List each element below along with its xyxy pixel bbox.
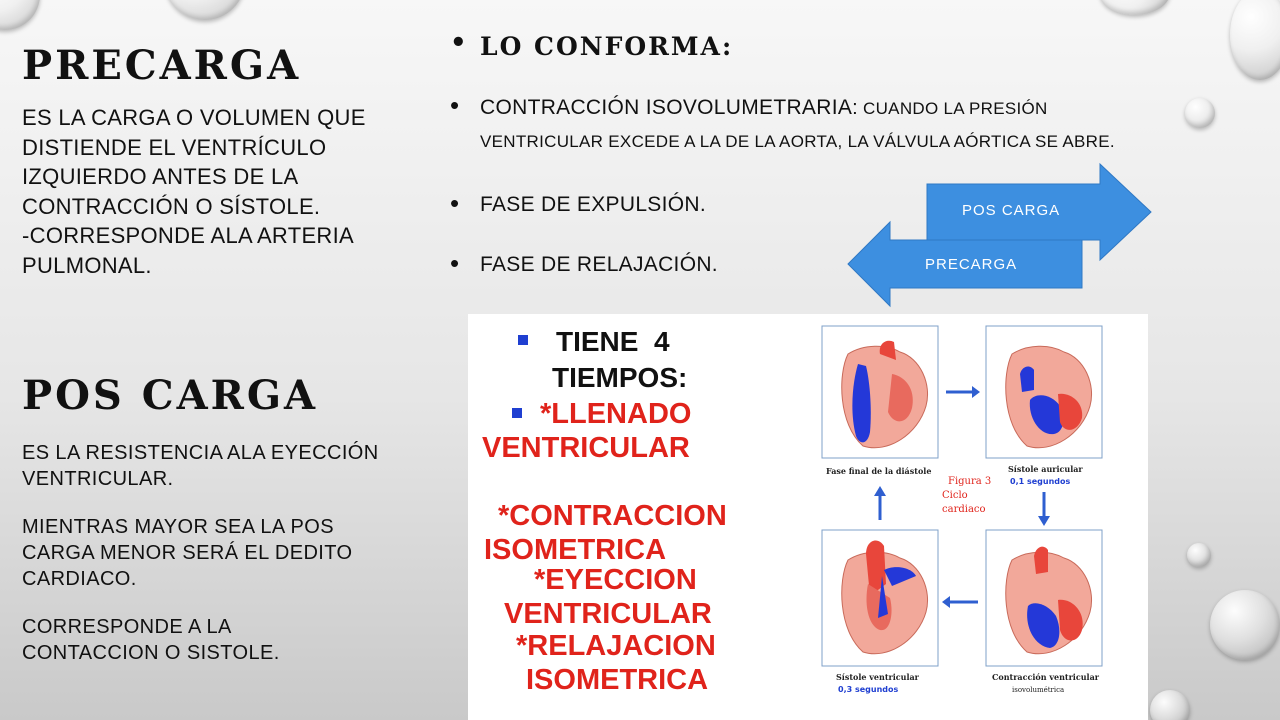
text-line: VENTRICULAR. [22,468,174,490]
text-line: CARGA MENOR SERÁ EL DEDITO [22,542,353,564]
panel-caption: isovolumétrica [1012,686,1065,694]
blue-bullet-square [512,408,522,418]
text-line: IZQUIERDO ANTES DE LA [22,164,299,189]
water-drop-decoration [1150,690,1190,720]
text-line: DISTIENDE EL VENTRÍCULO [22,134,327,160]
figure-text-line: ISOMETRICA [484,534,667,566]
panel-caption: Sístole ventricular [836,672,919,682]
bullet-item: • FASE DE RELAJACIÓN. [448,250,1278,280]
figure-text-line: VENTRICULAR [504,598,712,630]
bullet-item: • CONTRACCIÓN ISOVOLUMETRARIA: CUANDO LA PRESIÓN VENTRICULAR EXCEDE A LA DE LA AORTA, LA VÁLVULA AÓRTICA SE ABRE. [448,92,1278,190]
panel-caption: Fase final de la diástole [826,466,932,476]
text-line: ES LA CARGA O VOLUMEN QUE [22,105,366,130]
arrow-label-poscarga: POS CARGA [962,202,1061,219]
panel-caption: Contracción ventricular [992,672,1099,682]
cycle-arrow [946,386,980,398]
poscarga-description [22,440,379,666]
cycle-arrow [942,596,978,608]
figure-text-line: TIENE 4 [556,326,670,357]
figure-text-line: TIEMPOS: [552,362,688,393]
figure-label: Ciclo [942,490,968,501]
text-line: CORRESPONDE A LA [22,616,232,638]
cycle-arrow [874,486,886,520]
figure-text-line: *RELAJACION [516,630,716,662]
text-line: ES LA RESISTENCIA ALA EYECCIÓN [22,442,379,464]
panel-caption: 0,1 segundos [1010,477,1071,486]
figure-text-line: *EYECCION [534,564,697,596]
cardiac-cycle-diagram [808,314,1148,720]
water-drop-decoration [1210,590,1280,660]
arrow-label-precarga: PRECARGA [925,256,1018,273]
panel-caption: Sístole auricular [1008,464,1083,474]
bullet-item: • LO CONFORMA: [448,30,1278,92]
cardiac-cycle-figure [468,314,1148,720]
figure-label: Figura 3 [948,476,992,487]
figure-text-line: ISOMETRICA [526,664,709,696]
text-line: MIENTRAS MAYOR SEA LA POS [22,516,334,538]
figure-label: cardiaco [942,504,986,515]
blue-bullet-square [518,335,528,345]
panel-caption: 0,3 segundos [838,685,899,694]
poscarga-title: POS CARGA [22,372,319,419]
water-drop-decoration [165,0,245,20]
bullet-item: • FASE DE EXPULSIÓN. [448,190,1278,250]
text-line: PULMONAL. [22,252,152,278]
precarga-description [22,103,366,280]
water-drop-decoration [0,0,40,30]
text-line: CONTACCION O SISTOLE. [22,642,280,664]
water-drop-decoration [1187,543,1211,567]
water-drop-decoration [1100,0,1170,15]
text-line: -CORRESPONDE ALA ARTERIA [22,223,355,248]
text-line: CONTRACCIÓN O SÍSTOLE. [22,193,321,219]
figure-text-line: *LLENADO [540,398,692,430]
figure-text-line: VENTRICULAR [482,432,690,464]
text-line: CARDIACO. [22,568,137,590]
figure-text-line: *CONTRACCION [498,500,727,532]
cycle-arrow [1038,492,1050,526]
precarga-title: PRECARGA [22,42,302,89]
